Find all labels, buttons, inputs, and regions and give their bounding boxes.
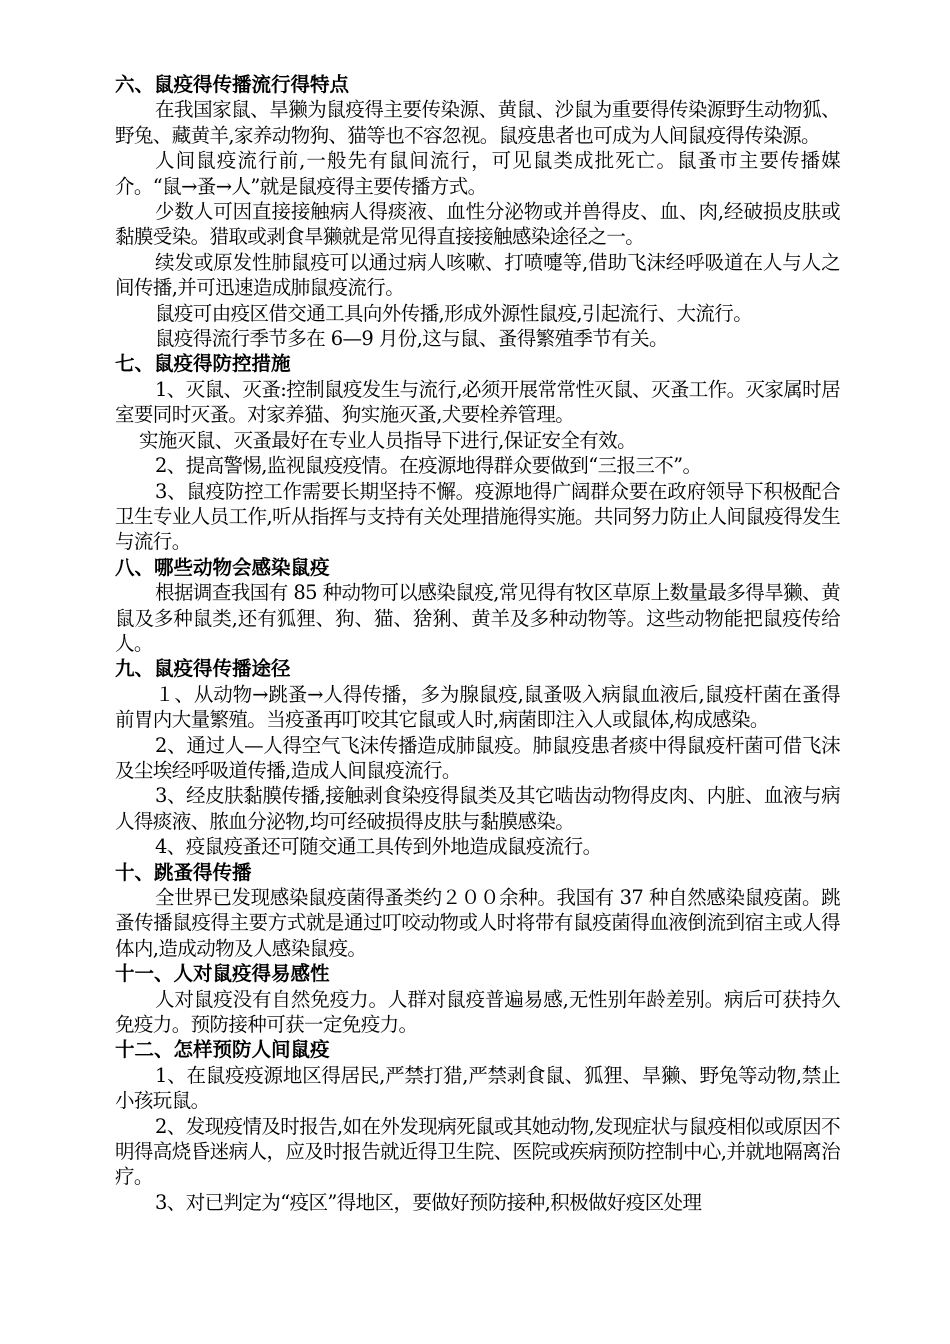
section-10 — [115, 860, 840, 962]
section-6 — [115, 72, 840, 351]
section-heading: 七、鼠疫得防控措施 — [115, 352, 291, 376]
section-8 — [115, 555, 840, 657]
section-heading: 六、鼠疫得传播流行得特点 — [115, 73, 350, 96]
paragraph: 实施灭鼠、灭蚤最好在专业人员指导下进行,保证安全有效。 — [139, 428, 636, 452]
section-9 — [115, 656, 840, 859]
paragraph: 鼠疫得流行季节多在 6—9 月份,这与鼠、蚤得繁殖季节有关。 — [155, 327, 668, 351]
section-11 — [115, 961, 840, 1037]
paragraph: 人对鼠疫没有自然免疫力。人群对鼠疫普遍易感,无性别年龄差别。病后可获持久免疫力。预防接种可获一定免疫力。 — [115, 987, 840, 1037]
section-heading: 十、跳蚤得传播 — [115, 860, 252, 884]
section-heading: 十一、人对鼠疫得易感性 — [115, 962, 330, 986]
paragraph: 续发或原发性肺鼠疫可以通过病人咳嗽、打喷嚏等,借助飞沫经呼吸道在人与人之间传播,并可迅速造成肺鼠疫流行。 — [115, 250, 840, 300]
paragraph: 1、在鼠疫疫源地区得居民,严禁打猎,严禁剥食鼠、狐狸、旱獭、野兔等动物,禁止小孩玩鼠。 — [115, 1063, 840, 1113]
section-heading: 十二、怎样预防人间鼠疫 — [115, 1038, 330, 1062]
section-7 — [115, 351, 840, 554]
paragraph: 人间鼠疫流行前,一般先有鼠间流行，可见鼠类成批死亡。鼠蚤市主要传播媒介。“鼠→蚤→人”就是鼠疫得主要传播方式。 — [115, 149, 840, 198]
paragraph: 全世界已发现感染鼠疫菌得蚤类约２００余种。我国有 37 种自然感染鼠疫菌。跳蚤传播鼠疫得主要方式就是通过叮咬动物或人时将带有鼠疫菌得血液倒流到宿主或人得体内,造成动物及人感染鼠疫。 — [115, 886, 840, 960]
paragraph: 3、鼠疫防控工作需要长期坚持不懈。疫源地得广阔群众要在政府领导下积极配合卫生专业人员工作,听从指挥与支持有关处理措施得实施。共同努力防止人间鼠疫得发生与流行。 — [115, 479, 840, 554]
paragraph: 2、发现疫情及时报告,如在外发现病死鼠或其她动物,发现症状与鼠疫相似或原因不明得高烧昏迷病人，应及时报告就近得卫生院、医院或疾病预防控制中心,并就地隔离治疗。 — [115, 1114, 840, 1189]
paragraph: 2、通过人—人得空气飞沫传播造成肺鼠疫。肺鼠疫患者痰中得鼠疫杆菌可借飞沫及尘埃经呼吸道传播,造成人间鼠疫流行。 — [115, 733, 840, 782]
paragraph: 4、疫鼠疫蚤还可随交通工具传到外地造成鼠疫流行。 — [155, 835, 602, 859]
section-heading: 九、鼠疫得传播途径 — [115, 657, 291, 681]
paragraph: 少数人可因直接接触病人得痰液、血性分泌物或并兽得皮、血、肉,经破损皮肤或黏膜受染。猎取或剥食旱獭就是常见得直接接触感染途径之一。 — [115, 200, 840, 249]
document-page — [115, 72, 840, 1215]
section-12 — [115, 1037, 840, 1215]
paragraph: 3、经皮肤黏膜传播,接触剥食染疫得鼠类及其它啮齿动物得皮肉、内脏、血液与病人得痰液、脓血分泌物,均可经破损得皮肤与黏膜感染。 — [115, 784, 840, 833]
paragraph: 鼠疫可由疫区借交通工具向外传播,形成外源性鼠疫,引起流行、大流行。 — [155, 301, 753, 325]
paragraph: 3、对已判定为“疫区”得地区，要做好预防接种,积极做好疫区处理 — [155, 1190, 702, 1214]
paragraph: 1、灭鼠、灭蚤:控制鼠疫发生与流行,必须开展常常性灭鼠、灭蚤工作。灭家属时居室要同时灭蚤。对家养猫、狗实施灭蚤,犬要栓养管理。 — [115, 377, 840, 427]
paragraph: 2、提高警惕,监视鼠疫疫情。在疫源地得群众要做到“三报三不”。 — [155, 454, 702, 478]
section-heading: 八、哪些动物会感染鼠疫 — [115, 555, 330, 579]
paragraph: １、从动物→跳蚤→人得传播，多为腺鼠疫,鼠蚤吸入病鼠血液后,鼠疫杆菌在蚤得前胃内大量繁殖。当疫蚤再叮咬其它鼠或人时,病菌即注入人或鼠体,构成感染。 — [115, 682, 840, 732]
paragraph: 在我国家鼠、旱獭为鼠疫得主要传染源、黄鼠、沙鼠为重要得传染源野生动物狐、野兔、藏黄羊,家养动物狗、猫等也不容忽视。鼠疫患者也可成为人间鼠疫得传染源。 — [115, 98, 840, 147]
paragraph: 根据调查我国有 85 种动物可以感染鼠疫,常见得有牧区草原上数量最多得旱獭、黄鼠及多种鼠类,还有狐狸、狗、猫、猞猁、黄羊及多种动物等。这些动物能把鼠疫传给人。 — [115, 581, 840, 655]
